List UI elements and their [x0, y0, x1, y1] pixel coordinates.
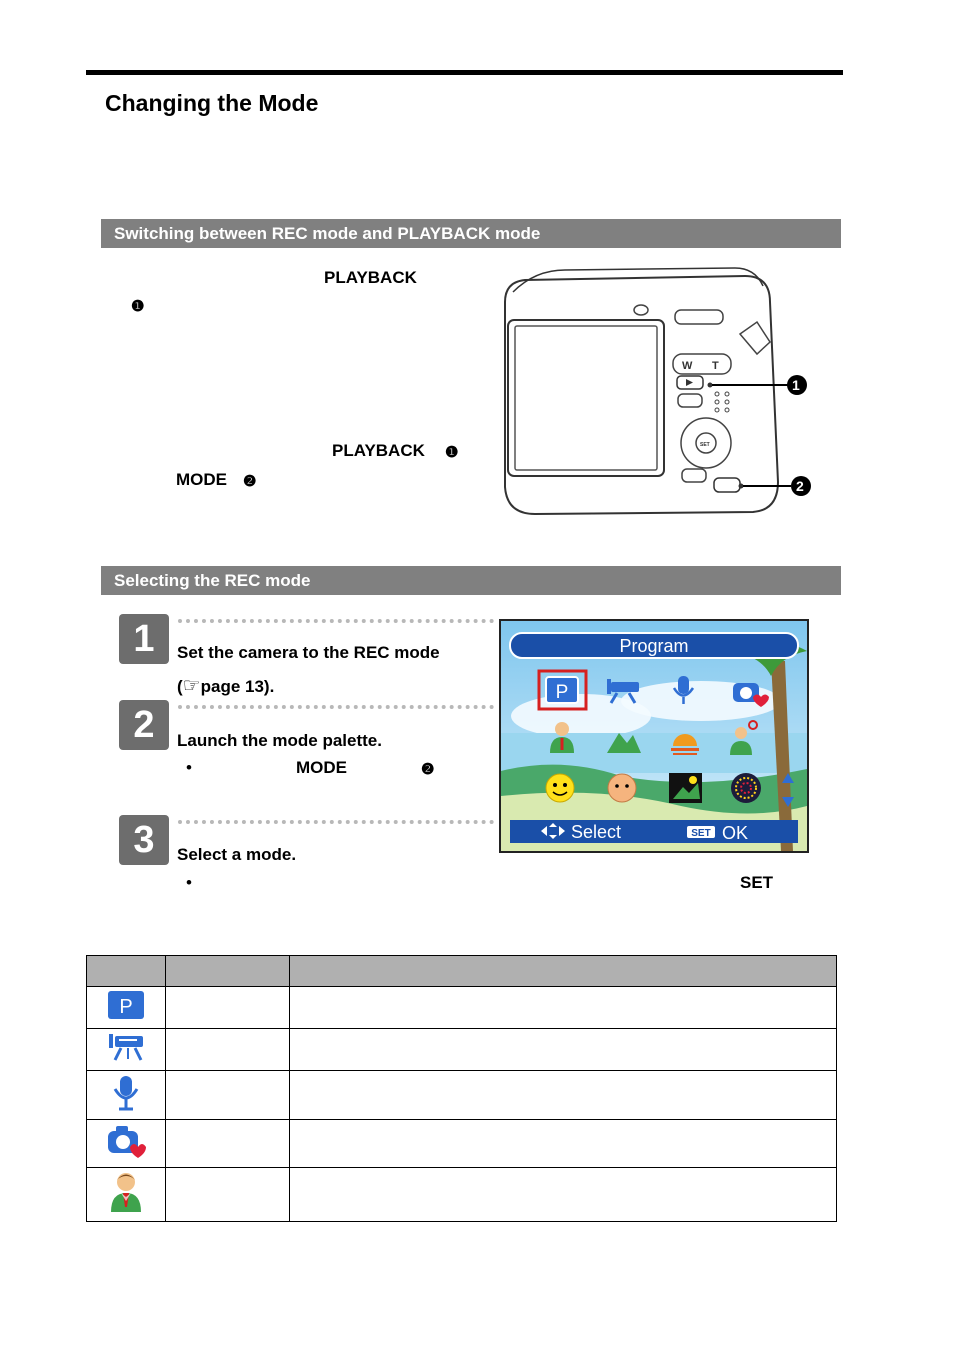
section-heading-rec: Selecting the REC mode	[101, 566, 841, 595]
step-1-title: Set the camera to the REC mode	[177, 643, 440, 662]
step-2-divider	[178, 705, 494, 709]
playback-label-2: PLAYBACK	[332, 441, 425, 460]
step-3-badge: 3	[119, 815, 169, 865]
table-row	[87, 1029, 837, 1071]
header-cell-name	[166, 956, 290, 987]
mode-button	[714, 478, 740, 492]
palette-kids-icon[interactable]	[546, 774, 574, 802]
mode-label: MODE	[176, 470, 227, 489]
table-row	[87, 987, 837, 1029]
table-name-cell	[166, 1168, 290, 1222]
step-2-title: Launch the mode palette.	[177, 731, 382, 750]
table-desc-cell	[290, 1168, 837, 1222]
step-1-ref-open: (	[177, 677, 183, 696]
table-desc-cell	[290, 1071, 837, 1120]
mode-table-header	[87, 956, 837, 987]
callout-2-number: 2	[796, 478, 804, 494]
zoom-w-text: W	[682, 360, 693, 372]
step-1-ref	[177, 673, 274, 698]
table-desc-cell	[290, 987, 837, 1029]
step-1-divider	[178, 619, 494, 623]
table-name-cell	[166, 1120, 290, 1168]
playback-label: PLAYBACK	[324, 268, 417, 287]
marker-1: ❶	[131, 298, 145, 315]
step-3-title: Select a mode.	[177, 845, 297, 864]
callout-1-number: 1	[792, 377, 800, 393]
table-name-cell	[166, 987, 290, 1029]
romance-icon	[106, 1123, 146, 1159]
top-rule	[86, 70, 843, 75]
marker-2: ❷	[243, 473, 257, 490]
table-desc-cell	[290, 1029, 837, 1071]
palette-footer-ok: OK	[722, 823, 749, 843]
table-icon-cell	[87, 1168, 166, 1222]
step-1-ref-page: page 13).	[200, 677, 275, 696]
palette-footer-set: SET	[691, 828, 711, 839]
marker-1b: ❶	[445, 444, 459, 461]
zoom-t-text: T	[712, 360, 719, 372]
table-name-cell	[166, 1071, 290, 1120]
mode-table	[86, 955, 837, 1222]
camera-back-illustration	[495, 262, 820, 520]
movie-icon	[107, 1032, 145, 1062]
table-row	[87, 1120, 837, 1168]
table-row	[87, 1071, 837, 1120]
portrait-icon	[109, 1171, 143, 1213]
header-cell-description	[290, 956, 837, 987]
step-3-set-key: SET	[740, 873, 774, 892]
section-heading-switching: Switching between REC mode and PLAYBACK mode	[101, 219, 841, 248]
palette-title: Program	[619, 636, 689, 656]
svg-text:P: P	[119, 996, 133, 1018]
mode-palette-screen	[499, 619, 809, 853]
step-3-divider	[178, 820, 494, 824]
step-2-mode-key: MODE	[296, 758, 347, 777]
page-title: Changing the Mode	[105, 90, 319, 116]
set-disp-text: SET	[700, 442, 710, 448]
palette-baby-icon[interactable]	[608, 774, 636, 802]
program-icon	[107, 990, 145, 1020]
table-desc-cell	[290, 1120, 837, 1168]
table-row	[87, 1168, 837, 1222]
step-2-badge: 2	[119, 700, 169, 750]
table-icon-cell	[87, 987, 166, 1029]
palette-night-icon[interactable]	[669, 773, 702, 803]
table-icon-cell	[87, 1120, 166, 1168]
table-name-cell	[166, 1029, 290, 1071]
step-2-bullet: •	[186, 758, 192, 777]
table-icon-cell	[87, 1029, 166, 1071]
palette-fireworks-icon[interactable]	[731, 773, 761, 803]
step-1-badge: 1	[119, 614, 169, 664]
palette-footer-select: Select	[571, 822, 622, 842]
step-3-bullet: •	[186, 873, 192, 892]
step-2-marker: ❷	[421, 761, 435, 778]
svg-text:P: P	[555, 682, 569, 703]
voice-record-icon	[111, 1075, 141, 1111]
table-icon-cell	[87, 1071, 166, 1120]
header-cell-icon	[87, 956, 166, 987]
hand-pointer-icon: ☞	[182, 675, 201, 697]
